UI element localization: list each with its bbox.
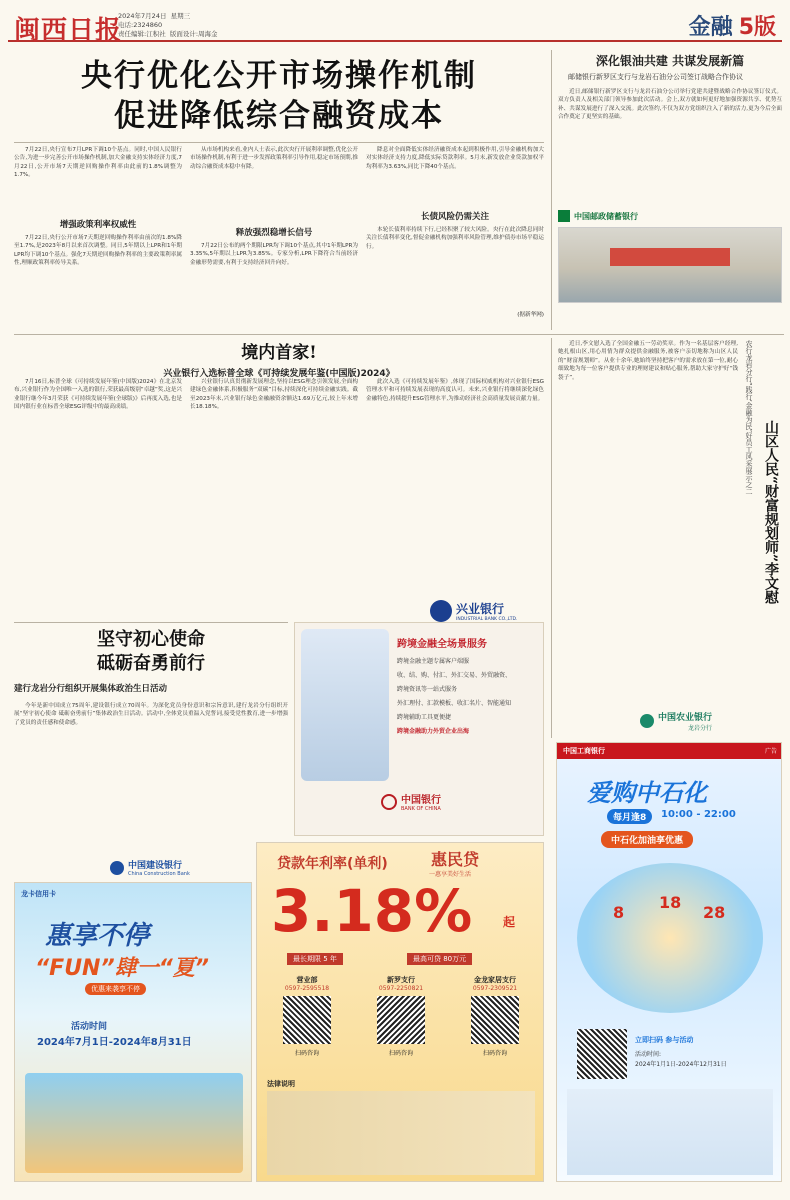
ccb-logo-block (110, 858, 190, 877)
boc-item: 跨境资讯等一站式服务 (397, 686, 458, 693)
icbc-time-label: 每月逢8 (607, 809, 652, 824)
cib-logo-icon (430, 600, 452, 622)
lead-subhead-3: 长债风险仍需关注 (420, 212, 489, 222)
icbc-date: 2024年1月1日-2024年12月31日 (635, 1061, 727, 1068)
boc-item: 跨境辅助工具更便捷 (397, 714, 452, 721)
section-label (689, 10, 776, 41)
lead-col-3 (366, 146, 544, 316)
loan-branch (265, 975, 349, 1057)
ccb-ad-date: 2024年7月1日-2024年8月31日 (37, 1037, 192, 1048)
ccb-ad[interactable] (14, 882, 252, 1182)
masthead-editor: 责任编辑:江积社 (118, 30, 166, 38)
icbc-bank: 中国工商银行 (563, 747, 605, 755)
icbc-footer: 立即扫码 参与活动 (635, 1036, 694, 1044)
cib-logo: 兴业银行 (456, 602, 505, 616)
abc-vertical-headline: 山区人民“财富规划师”李文慰 (763, 420, 779, 605)
loan-branch-name: 新罗支行 (387, 976, 415, 984)
lead-byline: (据新华网) (517, 312, 544, 318)
boc-ad[interactable] (294, 622, 544, 836)
ccb-logo-en: China Construction Bank (128, 871, 190, 877)
lead-paragraph: 7月22日,央行公开市场7天期逆回购操作利率由前次的1.8%降至1.7%,是2023年8月以来首次调整。同日,5年期以上LPR和1年期LPR均下调10个基点。强化7天期逆回购操作利率的主要政策利率属性,理顺政策利率传导关系。 (14, 235, 182, 267)
ccb-logo: 中国建设银行 (128, 861, 183, 871)
boc-item: 外汇理付、汇款模板、收汇名片、智能通知 (397, 700, 512, 707)
cib-logo-en: INDUSTRIAL BANK CO.,LTD. (456, 617, 518, 622)
masthead-info (118, 12, 218, 39)
lead-subhead-1: 增强政策利率权威性 (59, 220, 137, 230)
masthead-phone: 电话:2324860 (118, 21, 163, 29)
ccb-logo-icon (110, 861, 124, 875)
newspaper-logo: 闽西日报 (14, 16, 123, 46)
lead-col-2 (190, 146, 358, 316)
loan-branch-name: 营业部 (296, 976, 318, 984)
lead-headline (14, 56, 544, 136)
lead-paragraph: 本轮长债利率持续下行,已经积聚了较大风险。央行在此次降息同时关注长债利率变化,督促金融机构加强利率风险管理,维护债券市场平稳运行。 (366, 227, 544, 250)
issue-date: 2024年7月24日 (118, 12, 167, 20)
boc-item: 跨境金融助力外贸企业出海 (397, 728, 470, 735)
icbc-time: 10:00 - 22:00 (661, 809, 736, 820)
abc-body: 近日,李文慰入选了全国金融五一劳动奖章。作为一名基层客户经理,她扎根山区,用心用情为群众提供金融服务,被客户亲切地称为山区人民的“财富规划师”。从业十余年,她始终坚持把客户的需求放在第一位,耐心细致地为每一位客户提供专业的理财建议和贴心服务,帮助大家守护好“钱袋子”。 (558, 341, 738, 381)
lead-title-line2: 促进降低综合融资成本 (114, 98, 444, 134)
qr-code-icon[interactable] (283, 996, 331, 1044)
loan-scan-label: 扫码咨询 (294, 1050, 319, 1057)
lead-paragraph: 从市场机构来看,业内人士表示,此次央行开展利率调整,优化公开市场操作机制,有利于进一步发挥政策利率引导作用,稳定市场预期,推动综合融资成本稳中有降。 (190, 147, 358, 170)
loan-scan-label: 扫码咨询 (388, 1050, 413, 1057)
loan-term: 最长期限 5 年 (287, 953, 343, 965)
boc-headline: 跨境金融全场景服务 (397, 639, 487, 650)
lead-paragraph: 7月22日公布的两个期限LPR均下调10个基点,其中1年期LPR为3.35%,5年期以上LPR为3.85%。专家分析,LPR下降符合当前经济金融形势需要,有利于支持经济回升向好。 (190, 243, 358, 266)
loan-brand-sub: 一惠享美好生活 (429, 871, 472, 878)
boc-logo: 中国银行 (401, 795, 441, 806)
psbc-photo-banner (610, 248, 730, 266)
icbc-ad-tag: 广告 (764, 748, 777, 755)
ccb-ad-brand: 龙卡信用卡 (21, 890, 56, 898)
psbc-logo-icon (558, 210, 570, 222)
icbc-wheel-image (577, 863, 763, 1013)
abc-logo: 中国农业银行 (658, 713, 713, 723)
lead-subhead-2: 释放强烈稳增长信号 (235, 228, 313, 238)
cib-col-2: 兴业银行认真贯彻新发展理念,坚持以ESG理念引领发展,全面构建绿色金融体系,积极服务“双碳”目标,持续深化可持续金融实践。截至2023年末,兴业银行绿色金融融资余额达1.69万亿元,较上年末增长18.18%。 (190, 379, 358, 411)
icbc-topbar (557, 743, 782, 759)
ccb-subtitle: 建行龙岩分行组织开展集体政治生日活动 (14, 684, 168, 694)
cib-subtitle: 兴业银行入选标普全球《可持续发展年鉴(中国版)2024》 (163, 369, 395, 379)
psbc-photo (558, 227, 782, 303)
qr-code-icon[interactable] (377, 996, 425, 1044)
abc-logo-icon (640, 714, 654, 728)
icbc-ad[interactable] (556, 742, 782, 1182)
loan-branch-name: 金龙家居支行 (474, 976, 516, 984)
boc-phone-mockup (301, 629, 389, 781)
cib-col-3: 此次入选《可持续发展年鉴》,体现了国际权威机构对兴业银行ESG管理水平和可持续发展表现的高度认可。未来,兴业银行将继续深化绿色金融特色,持续提升ESG管理水平,为推动经济社会高质量发展贡献力量。 (366, 379, 544, 402)
loan-fineprint-block (267, 1091, 535, 1175)
boc-logo-en: BANK OF CHINA (401, 806, 441, 812)
cib-title: 境内首家! (241, 343, 317, 363)
loan-rate: 3.18% (271, 877, 473, 945)
ccb-headline (14, 628, 288, 694)
loan-rate-suffix: 起 (503, 915, 516, 929)
boc-item: 收、结、购、付汇、外汇交易、外贸融资、 (397, 672, 512, 679)
psbc-title: 深化银油共建 共谋发展新篇 (595, 54, 745, 68)
psbc-logo: 中国邮政储蓄银行 (574, 211, 638, 221)
qr-code-icon[interactable] (577, 1029, 627, 1079)
loan-branch (453, 975, 537, 1057)
boc-item: 跨境金融主题专属客户端服 (397, 658, 470, 665)
cib-headline (14, 338, 544, 379)
loan-ad[interactable] (256, 842, 544, 1182)
icbc-number: 28 (703, 903, 726, 922)
loan-limit: 最高可贷 80万元 (407, 953, 472, 965)
icbc-date-label: 活动时间: (635, 1051, 662, 1058)
ccb-ad-title1: 惠享不停 (45, 921, 150, 951)
boc-logo-block (381, 791, 441, 812)
page-number: 5版 (738, 15, 776, 40)
loan-scan-label: 扫码咨询 (482, 1050, 507, 1057)
icbc-number: 18 (659, 893, 682, 912)
loan-brand: 惠民贷 (431, 850, 480, 869)
ccb-ad-note: 优惠来袭享不停 (85, 983, 146, 995)
icbc-banner: 中石化加油享优惠 (601, 831, 693, 848)
ccb-ad-title2: “FUN”肆一“夏” (35, 956, 209, 981)
psbc-logo-block (558, 210, 782, 222)
psbc-body: 近日,邮储银行新罗区支行与龙岩石油分公司举行党建共建暨战略合作协议签订仪式。双方负责人及相关部门领导参加此次活动。会上,双方就如何更好地加强资源共享、优势互补、共谋发展进行了深入交流。此次签约,不仅为双方党组织注入了新的活力,更为今后全面合作奠定了更坚实的基础。 (558, 89, 782, 121)
loan-branch (359, 975, 443, 1057)
cib-col-1: 7月16日,标普全球《可持续发展年鉴(中国版)2024》在北京发布,兴业银行作为全国唯一入选的银行,荣获最高级别“卓越”奖,这是兴业银行继今年3月荣获《可持续发展年鉴(全球版)》后再度入选,也是国内银行业在标普全球ESG评级中的最高成绩。 (14, 379, 182, 411)
loan-branch-phone: 0597-2595518 (284, 985, 330, 992)
ccb-title-line2: 砥砺奋勇前行 (97, 653, 205, 674)
lead-paragraph: 降息对全面降低实体经济融资成本起到积极作用,引导金融机构加大对实体经济支持力度,降低实际贷款利率。5月末,新发放企业贷款加权平均利率为3.63%,同比下降40个基点。 (366, 147, 544, 170)
boc-logo-icon (381, 794, 397, 810)
masthead-designer: 版面设计:周海金 (169, 30, 218, 38)
boc-items (397, 655, 543, 739)
loan-branch-phone: 0597-2309521 (472, 985, 518, 992)
abc-branch: 龙岩分行 (688, 725, 713, 732)
abc-logo-block (640, 710, 712, 732)
qr-code-icon[interactable] (471, 996, 519, 1044)
ccb-body: 今年是新中国成立75周年,建设银行成立70周年。为深化党员身份意识和宗旨意识,建行龙岩分行组织开展“坚守初心使命 砥砺奋勇前行”集体政治生日活动。活动中,全体党员重温入党誓词,接受党性教育,进一步增强了党员的责任感和使命感。 (14, 703, 288, 726)
ccb-title-line1: 坚守初心使命 (97, 629, 205, 650)
lead-col-1 (14, 146, 182, 316)
icbc-number: 8 (613, 903, 625, 922)
loan-statement: 法律说明 (267, 1080, 295, 1088)
icbc-title: 爱购中石化 (587, 779, 707, 807)
ccb-ad-date-label: 活动时间 (71, 1022, 108, 1032)
lead-title-line1: 央行优化公开市场操作机制 (81, 58, 477, 94)
psbc-article (558, 52, 782, 303)
abc-vertical-subhead: 农行龙岩分行“践行‘金融为民’好员工风采展示之二 (745, 340, 753, 496)
issue-weekday: 星期三 (170, 12, 191, 20)
loan-branch-phone: 0597-2250821 (378, 985, 424, 992)
section-category: 金融 (688, 15, 733, 40)
loan-rate-label: 贷款年利率(单利) (277, 856, 388, 872)
cib-logo-block (430, 600, 517, 622)
lead-paragraph: 7月22日,央行宣布7月LPR下调10个基点。同时,中国人民银行公告,为进一步完善公开市场操作机制,加大金融支持实体经济力度,7月22日,公开市场7天期逆回购操作利率由此前的1.8%调整为1.7%。 (14, 147, 182, 179)
icbc-fineprint-block (567, 1089, 773, 1175)
ccb-ad-beach-image (25, 1073, 243, 1173)
loan-branches (265, 975, 537, 1057)
masthead (8, 6, 782, 46)
psbc-subtitle: 邮储银行新罗区支行与龙岩石油分公司签订战略合作协议 (568, 73, 743, 81)
